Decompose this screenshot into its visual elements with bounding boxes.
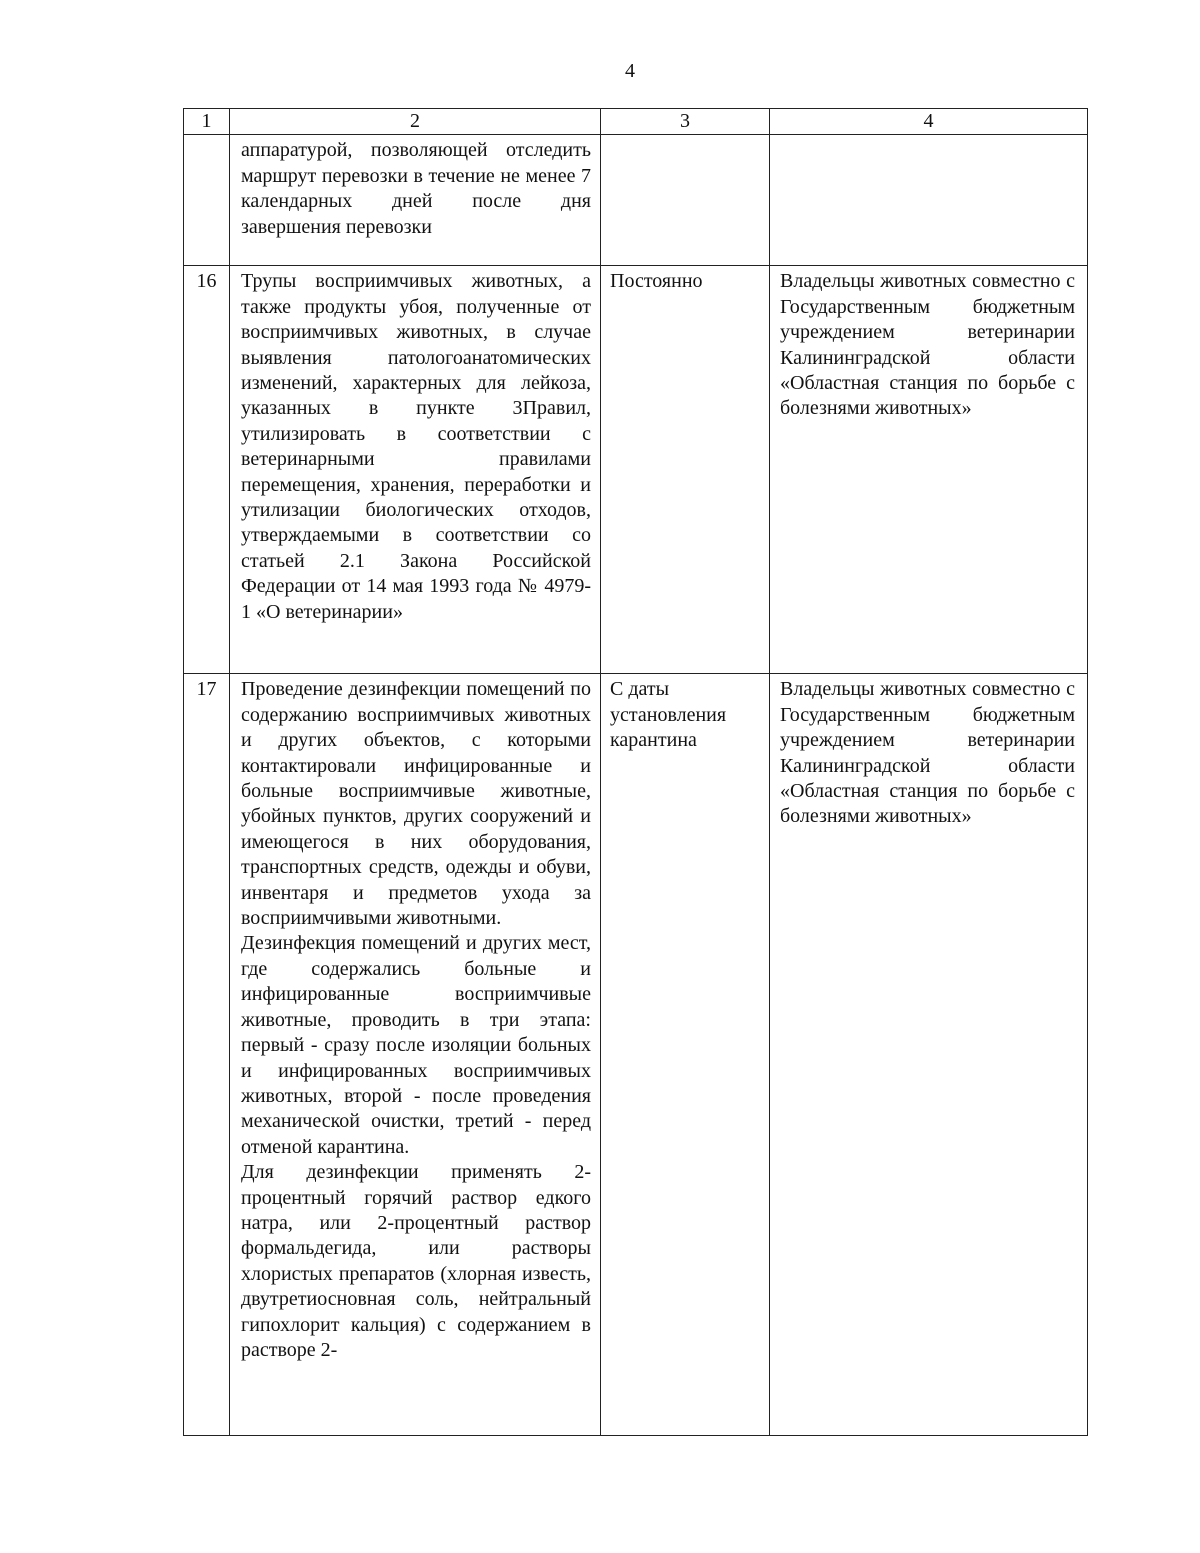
table-row <box>184 266 1088 674</box>
measure-paragraph: Трупы восприимчивых животных, а также продукты убоя, полученные от восприимчивых животных, в случае выявления патологоанатомических изменений, характерных для лейкоза, указанных в пункте 3Правил, утилизировать в соответствии с ветеринарными правилами перемещения, хранения, переработки и утилизации биологических отходов, утверждаемыми в соответствии со статьей 2.1 Закона Российской Федерации от 14 мая 1993 года № 4979-1 «О ветеринарии» <box>241 270 591 623</box>
table-row <box>184 674 1088 1436</box>
responsible-text: Владельцы животных совместно с Государственным бюджетным учреждением ветеринарии Калининградской области «Областная станция по борьбе с болезнями животных» <box>780 270 1075 420</box>
responsible-text: Владельцы животных совместно с Государственным бюджетным учреждением ветеринарии Калининградской области «Областная станция по борьбе с болезнями животных» <box>780 678 1075 828</box>
measure-paragraph: Дезинфекция помещений и других мест, где содержались больные и инфицированные восприимчивые животные, проводить в три этапа: первый - сразу после изоляции больных и инфицированных восприимчивых животных, второй - после проведения механической очистки, третий - перед отменой карантина. <box>241 932 591 1158</box>
table-header-row <box>184 109 1088 135</box>
measure-paragraph: Для дезинфекции применять 2-процентный горячий раствор едкого натра, или 2-процентный раствор формальдегида, или растворы хлористых препаратов (хлорная известь, двутретиосновная соль, нейтральный гипохлорит кальция) с содержанием в растворе 2- <box>241 1161 591 1361</box>
measure-cell <box>230 266 601 674</box>
responsible-cell <box>770 266 1088 674</box>
header-cell-1: 1 <box>184 109 230 135</box>
header-cell-2: 2 <box>230 109 601 135</box>
page-number: 4 <box>625 60 635 82</box>
term-cell <box>601 135 770 266</box>
row-number: 17 <box>184 674 230 1436</box>
measures-table <box>183 108 1088 1436</box>
row-number: 16 <box>184 266 230 674</box>
measure-paragraph: Проведение дезинфекции помещений по содержанию восприимчивых животных и других объектов, с которыми контактировали инфицированные и больные восприимчивые животные, убойных пунктов, других сооружений и имеющегося в них оборудования, транспортных средств, одежды и обуви, инвентаря и предметов ухода за восприимчивыми животными. <box>241 678 591 930</box>
row-number <box>184 135 230 266</box>
responsible-cell <box>770 135 1088 266</box>
term-cell: С даты установления карантина <box>601 674 770 1436</box>
term-cell: Постоянно <box>601 266 770 674</box>
measure-cell <box>230 135 601 266</box>
measure-paragraph: аппаратурой, позволяющей отследить маршрут перевозки в течение не менее 7 календарных дней после дня завершения перевозки <box>241 139 591 238</box>
measure-cell <box>230 674 601 1436</box>
header-cell-3: 3 <box>601 109 770 135</box>
header-cell-4: 4 <box>770 109 1088 135</box>
responsible-cell <box>770 674 1088 1436</box>
table-row <box>184 135 1088 266</box>
